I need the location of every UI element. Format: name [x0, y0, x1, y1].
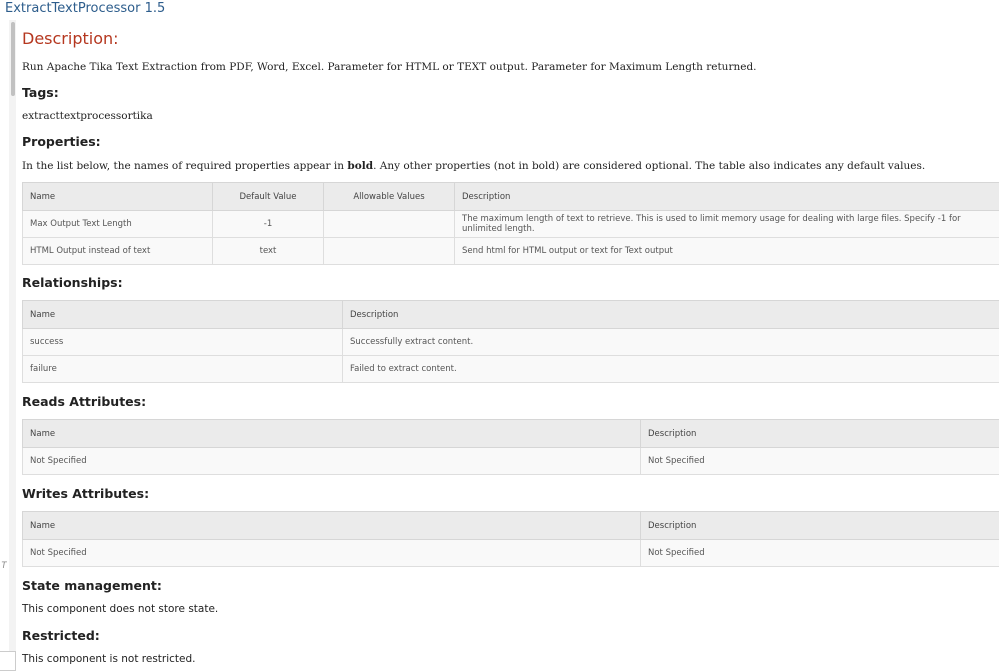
column-header-allowable-values: Allowable Values — [324, 183, 455, 211]
relationship-description: Failed to extract content. — [343, 356, 999, 383]
relationships-heading: Relationships: — [22, 275, 123, 290]
writes-attributes-heading: Writes Attributes: — [22, 486, 149, 501]
table-row — [23, 540, 999, 567]
property-allowable — [324, 238, 455, 265]
property-allowable — [324, 211, 455, 238]
table-row — [23, 238, 999, 265]
table-row — [23, 448, 999, 475]
property-default: text — [213, 238, 324, 265]
attribute-name: Not Specified — [23, 448, 641, 475]
relationships-table — [22, 300, 999, 383]
attribute-name: Not Specified — [23, 540, 641, 567]
table-header-row — [23, 301, 999, 329]
side-glyph: T — [1, 560, 7, 570]
properties-intro-bold: bold — [347, 160, 373, 172]
state-management-text: This component does not store state. — [22, 603, 218, 615]
property-default: -1 — [213, 211, 324, 238]
tags-value: extracttextprocessortika — [22, 110, 153, 122]
restricted-text: This component is not restricted. — [22, 653, 196, 665]
tags-heading: Tags: — [22, 85, 59, 100]
page-title: ExtractTextProcessor 1.5 — [5, 1, 165, 16]
column-header-name: Name — [23, 183, 213, 211]
properties-intro-before: In the list below, the names of required properties appear in — [22, 160, 347, 172]
table-header-row — [23, 512, 999, 540]
writes-attributes-table — [22, 511, 999, 567]
table-row — [23, 211, 999, 238]
relationship-name: failure — [23, 356, 343, 383]
column-header-description: Description — [641, 420, 999, 448]
properties-table — [22, 182, 999, 265]
column-header-default-value: Default Value — [213, 183, 324, 211]
relationship-description: Successfully extract content. — [343, 329, 999, 356]
column-header-description: Description — [641, 512, 999, 540]
attribute-description: Not Specified — [641, 448, 999, 475]
restricted-heading: Restricted: — [22, 628, 100, 643]
column-header-name: Name — [23, 420, 641, 448]
property-description: The maximum length of text to retrieve. This is used to limit memory usage for dealing with large files. Specify -1 for unlimited length. — [455, 211, 999, 238]
reads-attributes-table — [22, 419, 999, 475]
table-row — [23, 329, 999, 356]
properties-intro — [22, 160, 925, 172]
property-name: Max Output Text Length — [23, 211, 213, 238]
relationship-name: success — [23, 329, 343, 356]
vertical-scrollbar[interactable] — [9, 20, 16, 669]
column-header-name: Name — [23, 512, 641, 540]
attribute-description: Not Specified — [641, 540, 999, 567]
properties-intro-after: . Any other properties (not in bold) are considered optional. The table also indicates any default values. — [373, 160, 925, 172]
properties-heading: Properties: — [22, 134, 101, 149]
column-header-description: Description — [455, 183, 999, 211]
property-name: HTML Output instead of text — [23, 238, 213, 265]
column-header-name: Name — [23, 301, 343, 329]
scrollbar-thumb[interactable] — [11, 22, 15, 96]
description-text: Run Apache Tika Text Extraction from PDF, Word, Excel. Parameter for HTML or TEXT output. Parameter for Maximum Length returned. — [22, 61, 757, 73]
table-row — [23, 356, 999, 383]
column-header-description: Description — [343, 301, 999, 329]
table-header-row — [23, 183, 999, 211]
description-heading: Description: — [22, 29, 119, 48]
corner-box — [0, 651, 16, 671]
table-header-row — [23, 420, 999, 448]
property-description: Send html for HTML output or text for Text output — [455, 238, 999, 265]
state-management-heading: State management: — [22, 578, 162, 593]
reads-attributes-heading: Reads Attributes: — [22, 394, 146, 409]
